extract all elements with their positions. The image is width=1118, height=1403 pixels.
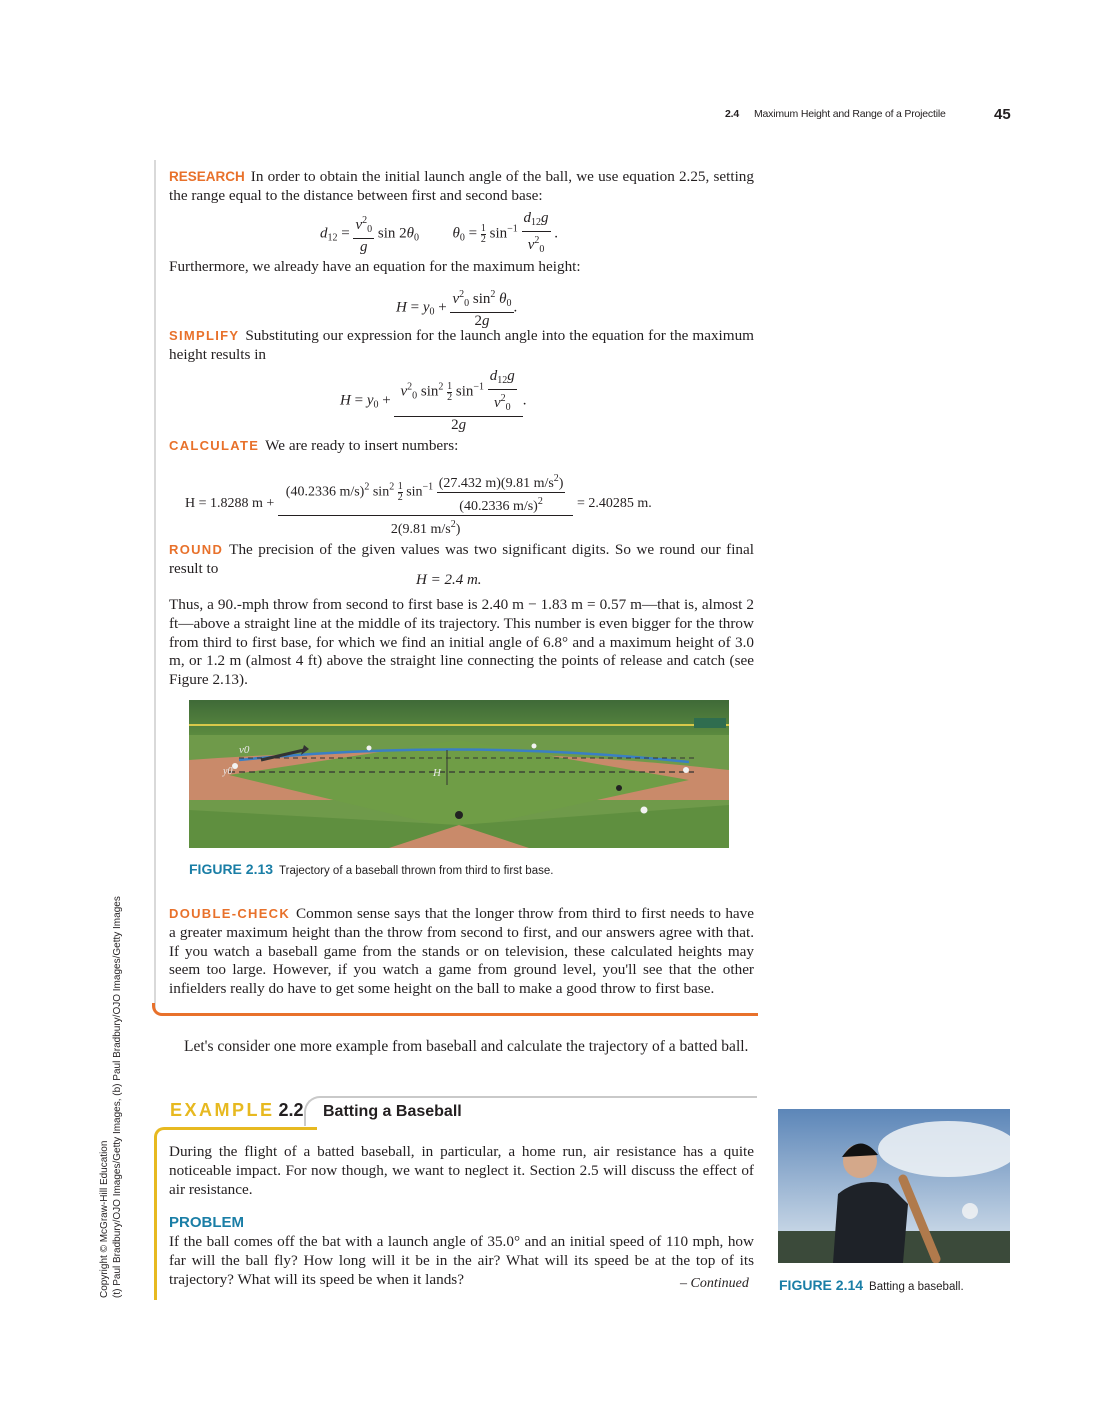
trees-background: [189, 700, 729, 735]
equation-numeric: H = 1.8288 m + (40.2336 m/s)$^2$ $\sin^2$ $\frac{1}{2}$ $\sin^{-1}$ $\frac{(27.432 m)(9.81 m/s^2)}{(40.2336 m/s)^2}$ 2(9.81 $m/s^2$) = 2.40285 m.: [185, 470, 652, 538]
continued-label: – Continued: [680, 1276, 749, 1291]
baseball-field-photo: [189, 700, 729, 848]
example-title: Batting a Baseball: [323, 1103, 462, 1120]
batter-jersey: [833, 1182, 908, 1263]
outfield-fence: [189, 724, 729, 726]
section-number: 2.4: [725, 108, 739, 120]
copyright-credit: Copyright © McGraw-Hill Education (t) Paul Bradbury/OJO Images/Getty Images, (b) Paul Bradbury/OJO Images/Getty Images: [99, 896, 123, 1298]
example-label: EXAMPLE 2.2: [170, 1100, 304, 1120]
equation-max-height: $H = y_0$ + $\frac{v^2_0 \sin^2 \theta_0}{2g}$ .: [396, 286, 517, 330]
player-fielder: [616, 785, 622, 791]
simplify-paragraph: SIMPLIFY Substituting our expression for the launch angle into the equation for the maximum height results in: [169, 327, 754, 363]
scoreboard: [694, 718, 726, 728]
simplify-label: SIMPLIFY: [169, 328, 240, 343]
solution-box-rule: [152, 1003, 758, 1016]
problem-paragraph: If the ball comes off the bat with a launch angle of 35.0° and an initial speed of 110 mph, how far will the ball fly? How long will it be in the air? What will its speed be at the top of its trajectory? What will its speed be when it lands?: [169, 1233, 754, 1288]
player-shortstop: [367, 746, 372, 751]
double-check-label: DOUBLE-CHECK: [169, 906, 291, 921]
calculate-label: CALCULATE: [169, 438, 260, 453]
intro-paragraph: Let's consider one more example from baseball and calculate the trajectory of a batted ball.: [184, 1038, 749, 1055]
player-runner: [641, 807, 648, 814]
research-paragraph: RESEARCH In order to obtain the initial launch angle of the ball, we use equation 2.25, setting the range equal to the distance between first and second base:: [169, 168, 754, 204]
equation-rounded: H = 2.4 m.: [416, 572, 482, 588]
player-second-base: [532, 744, 537, 749]
example-number: 2.2: [278, 1100, 304, 1120]
y0-label: y0: [223, 766, 233, 777]
player-first-base: [683, 767, 689, 773]
figure-213-label: FIGURE 2.13: [189, 861, 274, 877]
figure-214-caption: FIGURE 2.14 Batting a baseball.: [779, 1277, 964, 1293]
calculate-paragraph: CALCULATE We are ready to insert numbers:: [169, 437, 459, 454]
h-label: H: [433, 767, 441, 779]
page-number: 45: [994, 106, 1011, 123]
problem-label: PROBLEM: [169, 1214, 244, 1231]
double-check-paragraph: DOUBLE-CHECK Common sense says that the longer throw from third to first needs to have a greater maximum height than the throw from second to first, and our answers agree with that. If you watch a baseball game from the stands or on television, these calculated heights may seem too large. However, if you watch a game from ground level, you'll see that the other infielders really do have to get some height on the ball to make a good throw to first base.: [169, 905, 754, 998]
round-label: ROUND: [169, 542, 224, 557]
baseball: [962, 1203, 978, 1219]
batter-photo: [778, 1109, 1010, 1263]
player-third-base: [232, 763, 238, 769]
example-intro-paragraph: During the flight of a batted baseball, in particular, a home run, air resistance has a quite noticeable impact. For now though, we want to neglect it. Section 2.5 will discuss the effect of air resistance.: [169, 1143, 754, 1198]
research-label: RESEARCH: [169, 169, 245, 184]
equation-substituted: $H = y_0$ + $v^2_0$ $\sin^2$ $\frac{1}{2}$ $\sin^{-1}$ $\frac{d_{12}g}{v^2_0}$ 2g .: [340, 368, 527, 433]
figure-213-caption: FIGURE 2.13 Trajectory of a baseball thrown from third to first base.: [189, 861, 554, 877]
research-paragraph-2: Furthermore, we already have an equation for the maximum height:: [169, 258, 581, 275]
figure-214-label: FIGURE 2.14: [779, 1277, 864, 1293]
round-paragraph: ROUND The precision of the given values was two significant digits. So we round our final result to: [169, 541, 754, 577]
v0-label: v0: [239, 744, 250, 756]
player-batter: [455, 811, 463, 819]
equation-range: $d_{12}$ = $\frac{v^2_0}{g}$ $\sin 2\theta_0$ $\theta_0$ = $\frac{1}{2}$ $\sin^{-1}$ $\frac{d_{12}g}{v^2_0}$ .: [320, 210, 559, 255]
section-title: Maximum Height and Range of a Projectile: [754, 108, 946, 120]
round-paragraph-2: Thus, a 90.-mph throw from second to first base is 2.40 m − 1.83 m = 0.57 m—that is, almost 2 ft—above a straight line at the middle of its trajectory. This number is even bigger for the throw from third to first base, for which we find an initial angle of 6.8° and a maximum height of 3.0 m, or 1.2 m (almost 4 ft) above the straight line connecting the points of release and catch (see Figure 2.13).: [169, 596, 754, 689]
